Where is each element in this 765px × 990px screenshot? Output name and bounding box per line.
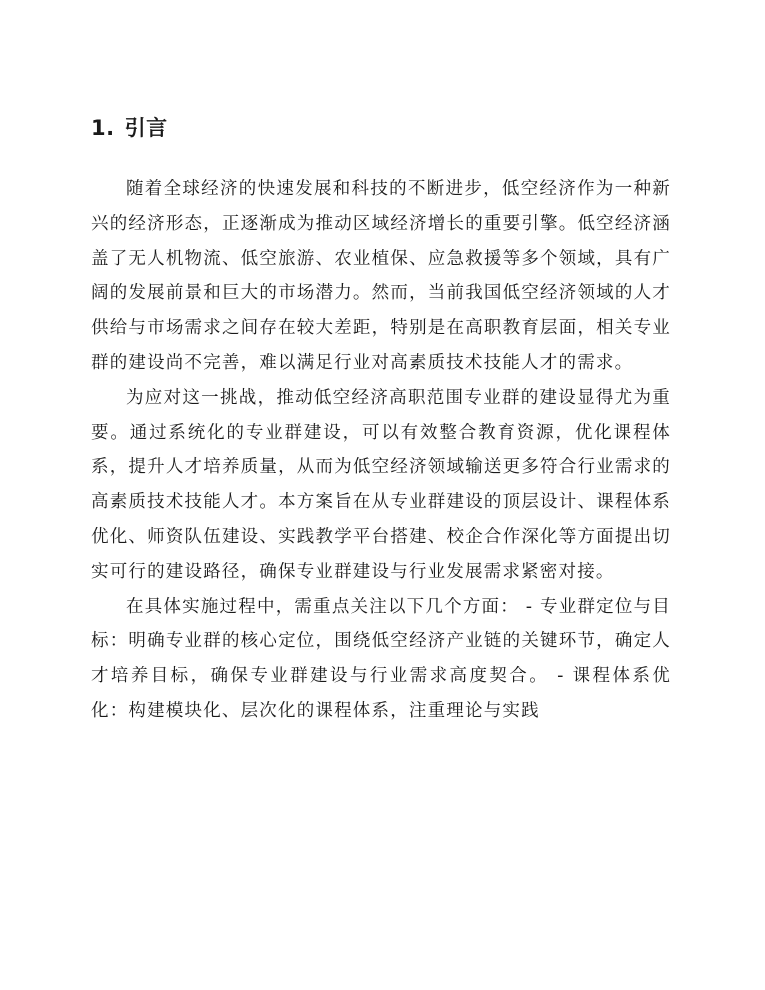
body-text (91, 172, 671, 729)
section-number: 1. (91, 116, 115, 140)
section-heading (91, 112, 168, 142)
section-title: 引言 (124, 116, 168, 140)
paragraph-3: 在具体实施过程中，需重点关注以下几个方面： - 专业群定位与目标：明确专业群的核心定位，围绕低空经济产业链的关键环节，确定人才培养目标，确保专业群建设与行业需求高度契合。 - 课程体系优化：构建模块化、层次化的课程体系，注重理论与实践 (91, 596, 671, 721)
paragraph-1: 随着全球经济的快速发展和科技的不断进步，低空经济作为一种新兴的经济形态，正逐渐成为推动区域经济增长的重要引擎。低空经济涵盖了无人机物流、低空旅游、农业植保、应急救援等多个领域，具有广阔的发展前景和巨大的市场潜力。然而，当前我国低空经济领域的人才供给与市场需求之间存在较大差距，特别是在高职教育层面，相关专业群的建设尚不完善，难以满足行业对高素质技术技能人才的需求。 (91, 179, 671, 373)
paragraph-2: 为应对这一挑战，推动低空经济高职范围专业群的建设显得尤为重要。通过系统化的专业群建设，可以有效整合教育资源，优化课程体系，提升人才培养质量，从而为低空经济领域输送更多符合行业需求的高素质技术技能人才。本方案旨在从专业群建设的顶层设计、课程体系优化、师资队伍建设、实践教学平台搭建、校企合作深化等方面提出切实可行的建设路径，确保专业群建设与行业发展需求紧密对接。 (91, 387, 671, 582)
